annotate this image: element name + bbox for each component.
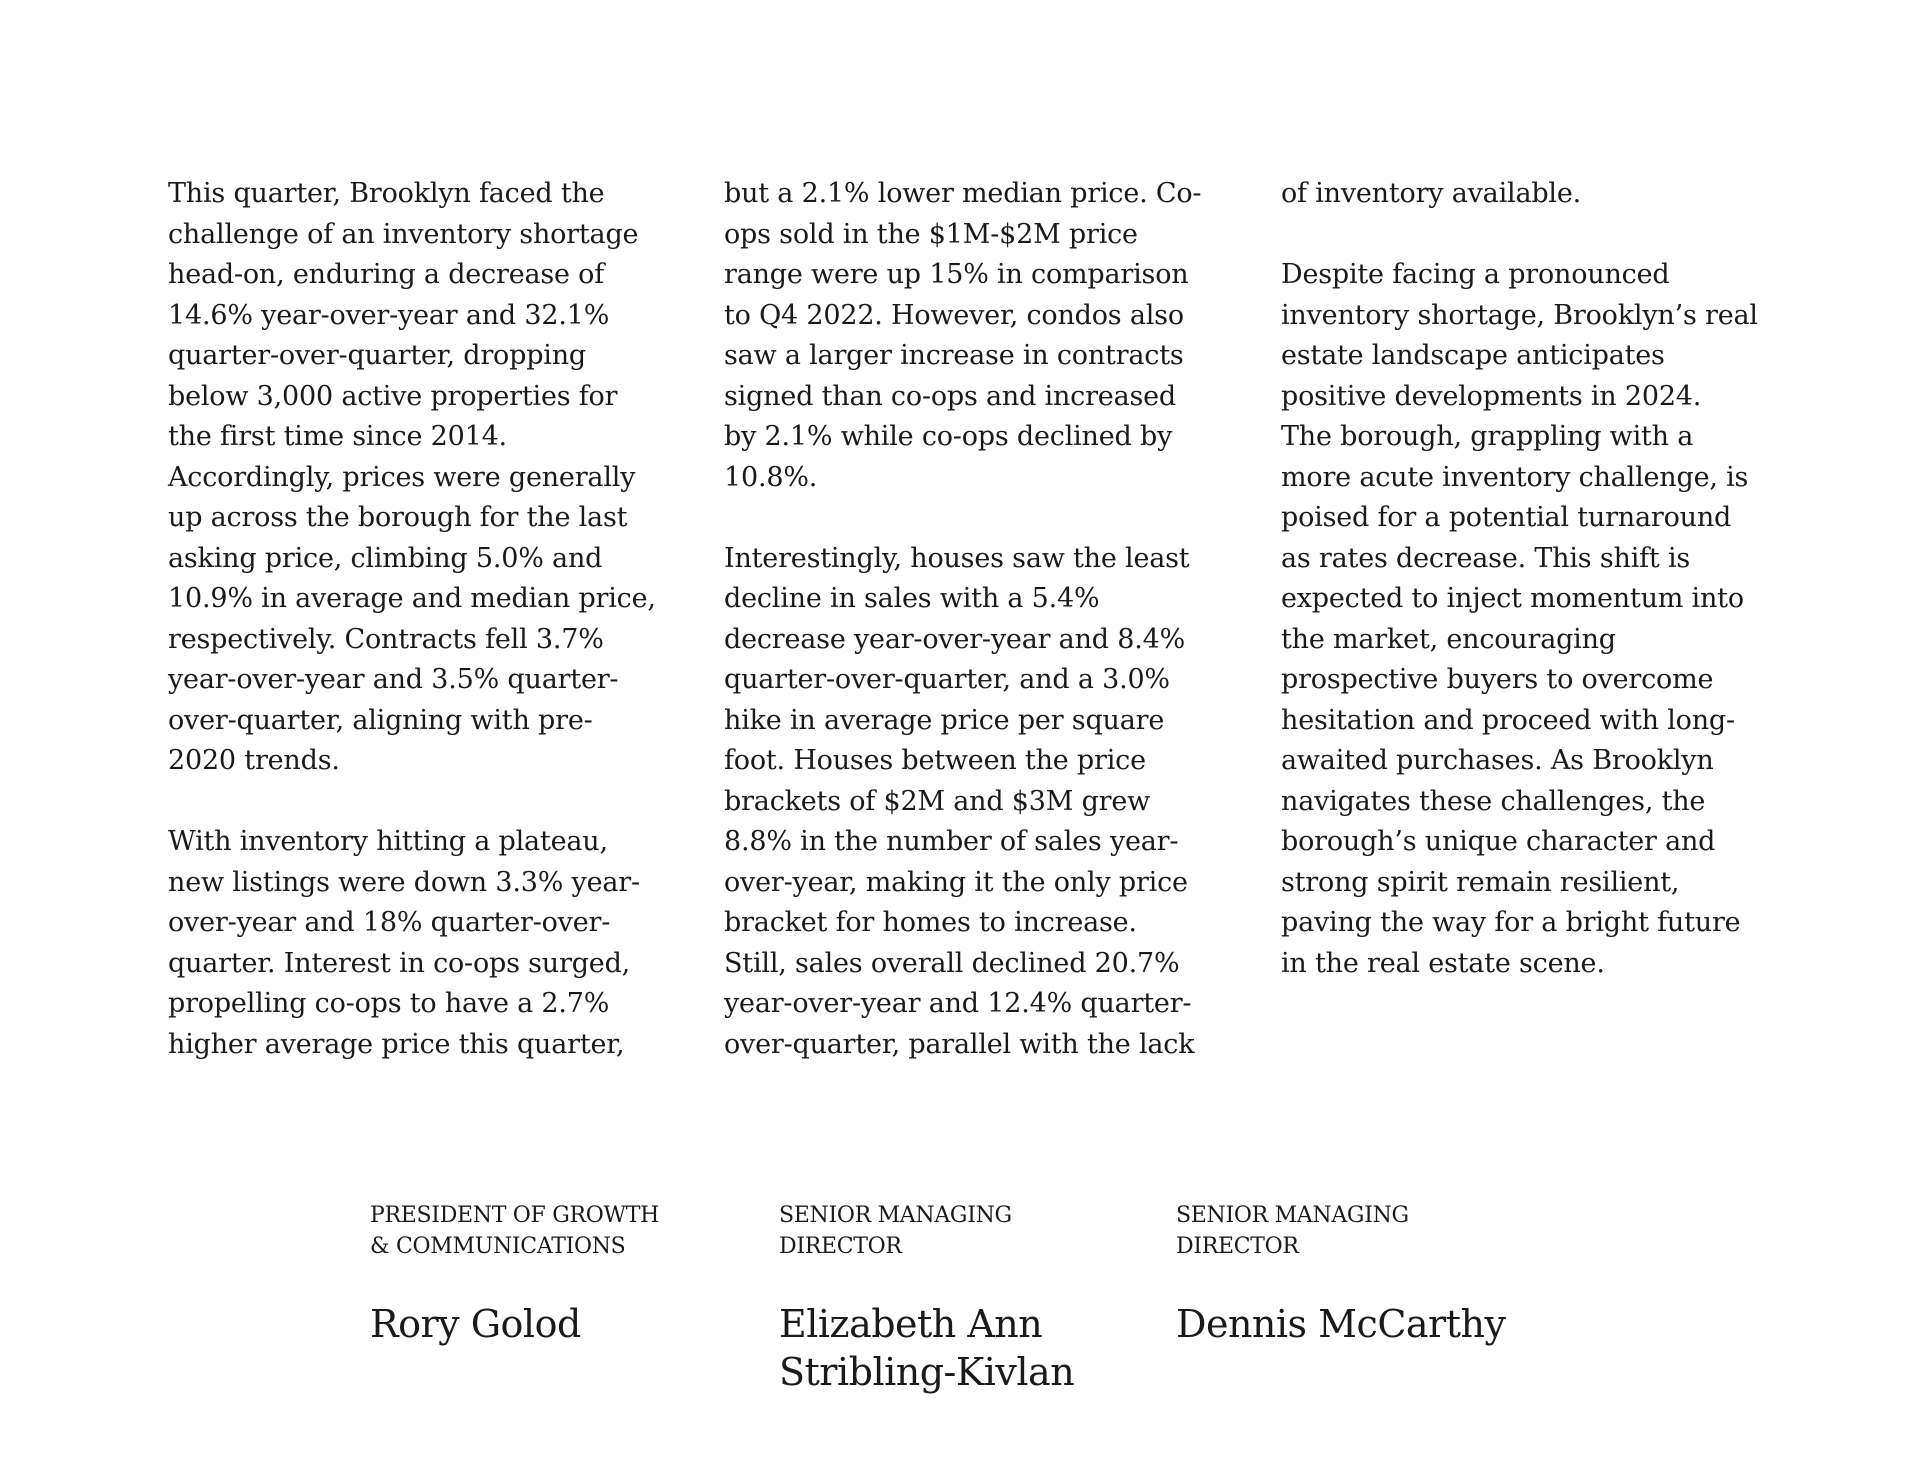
signatory-title: SENIOR MANAGING DIRECTOR — [779, 1203, 1012, 1259]
paragraph: Interestingly, houses saw the least decline in sales with a 5.4% decrease year-over-year and 8.4% quarter-over-quarter, and a 3.0% hike in average price per square foot. Houses between the price brackets of $2M and $3M grew 8.8% in the number of sales year- over-year, making it the only price bracket for homes to increase. Still, sales overall declined 20.7% year-over-year and 12.4% quarter- over-quarter, parallel with the lack — [724, 542, 1195, 1060]
paragraph: With inventory hitting a plateau, new listings were down 3.3% year- over-year and 18% quarter-over- quarter. Interest in co-ops surged, propelling co-ops to have a 2.7% higher average price this quarter, — [168, 826, 640, 1060]
paragraph: This quarter, Brooklyn faced the challenge of an inventory shortage head-on, enduring a decrease of 14.6% year-over-year and 32.1% quarter-over-quarter, dropping below 3,000 active properties for the first time since 2014. Accordingly, prices were generally up across the borough for the last asking price, climbing 5.0% and 10.9% in average and median price, respectively. Contracts fell 3.7% year-over-year and 3.5% quarter- over-quarter, aligning with pre- 2020 trends. — [168, 178, 656, 776]
text-column-2 — [724, 174, 1244, 1106]
signatory-name: Dennis McCarthy — [1176, 1302, 1506, 1346]
paragraph: of inventory available. — [1281, 178, 1582, 209]
paragraph: but a 2.1% lower median price. Co- ops sold in the $1M-$2M price range were up 15% in comparison to Q4 2022. However, condos also saw a larger increase in contracts signed than co-ops and increased by 2.1% while co-ops declined by 10.8%. — [724, 178, 1202, 493]
signature-block — [370, 1200, 1570, 1400]
signatory-title: SENIOR MANAGING DIRECTOR — [1176, 1203, 1409, 1259]
text-column-3 — [1281, 174, 1801, 1025]
signatory — [1176, 1200, 1556, 1348]
paragraph: Despite facing a pronounced inventory shortage, Brooklyn’s real estate landscape anticipates positive developments in 2024. The borough, grappling with a more acute inventory challenge, is poised for a potential turnaround as rates decrease. This shift is expected to inject momentum into the market, encouraging prospective buyers to overcome hesitation and proceed with long- awaited purchases. As Brooklyn navigates these challenges, the borough’s unique character and strong spirit remain resilient, paving the way for a bright future in the real estate scene. — [1281, 259, 1758, 979]
text-column-1 — [168, 174, 688, 1106]
signatory-title: PRESIDENT OF GROWTH & COMMUNICATIONS — [370, 1203, 660, 1259]
signatory — [370, 1200, 750, 1348]
report-body — [168, 174, 1788, 1074]
signatory-name: Elizabeth Ann Stribling-Kivlan — [779, 1302, 1075, 1394]
signatory — [779, 1200, 1159, 1396]
signatory-name: Rory Golod — [370, 1302, 581, 1346]
